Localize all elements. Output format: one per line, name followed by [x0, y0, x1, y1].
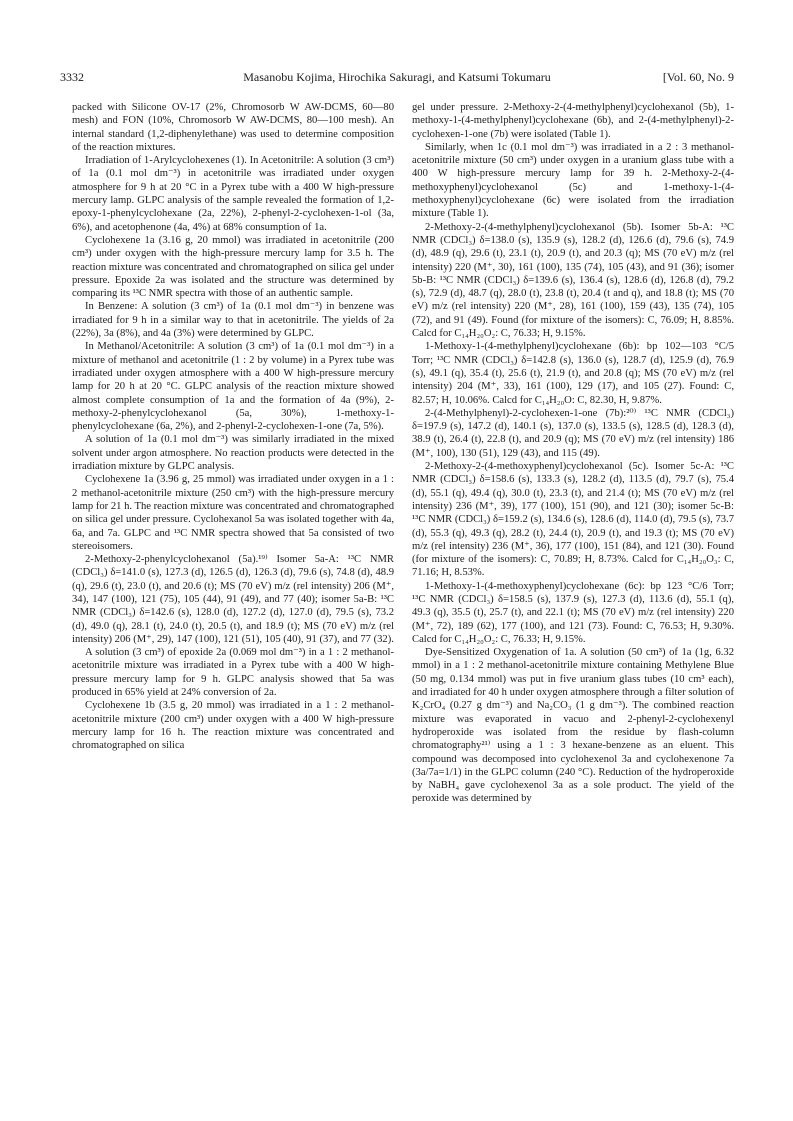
paragraph: A solution (3 cm³) of epoxide 2a (0.069 mol dm⁻³) in a 1 : 2 methanol-acetonitrile mixture was irradiated in a Pyrex tube with a 400 W high-pressure mercury lamp for 9 h. GLPC analysis showed that 5a was produced in 65% yield at 24% conversion of 2a. [72, 647, 394, 699]
paragraph: 2-Methoxy-2-(4-methoxyphenyl)cyclohexanol (5c). Isomer 5c-A: ¹³C NMR (CDCl₃) δ=158.6 (s), 133.3 (s), 128.2 (d), 113.5 (d), 79.7 (s), 75.4 (d), 55.1 (q), 49.4 (q), 30.0 (t), 23.3 (t), and 21.4 (t); MS (70 eV) m/z (rel intensity) 236 (M⁺, 39), 177 (100), 151 (90), and 121 (30); isomer 5c-B: ¹³C NMR (CDCl₃) δ=159.2 (s), 134.6 (s), 128.6 (d), 114.0 (d), 79.5 (s), 73.7 (d), 55.3 (q), 49.3 (q), 28.2 (t), 24.4 (t), 20.9 (t), and 19.3 (t); MS (70 eV) m/z (rel intensity) 236 (M⁺, 36), 177 (100), 151 (84), and 121 (30). Found (for mixture of the isomers): C, 70.89; H, 8.73%. Calcd for C₁₄H₂₀O₃: C, 71.16; H, 8.53%. [412, 461, 734, 579]
paragraph: 2-Methoxy-2-phenylcyclohexanol (5a).¹⁹⁾ Isomer 5a-A: ¹³C NMR (CDCl₃) δ=141.0 (s), 127.3 (d), 126.5 (d), 126.3 (d), 79.6 (s), 74.8 (d), 48.9 (q), 29.6 (t), 23.0 (t), and 20.6 (t); MS (70 eV) m/z (rel intensity) 206 (M⁺, 34), 147 (100), 121 (75), 105 (44), 91 (49), and 77 (40); isomer 5a-B: ¹³C NMR (CDCl₃) δ=142.6 (s), 128.0 (d), 127.2 (d), 127.0 (d), 79.5 (s), 73.2 (d), 49.0 (q), 28.1 (t), 24.0 (t), 20.5 (t), and 18.9 (t); MS (70 eV) m/z (rel intensity) 206 (M⁺, 29), 147 (100), 121 (51), 105 (40), 91 (37), and 77 (32). [72, 554, 394, 645]
paragraph: 2-(4-Methylphenyl)-2-cyclohexen-1-one (7b):²⁰⁾ ¹³C NMR (CDCl₃) δ=197.9 (s), 147.2 (d), 140.1 (s), 137.0 (s), 133.5 (s), 128.5 (d), 128.3 (d), 38.9 (t), 26.4 (t), 22.8 (t), and 20.9 (q); MS (70 eV) m/z (rel intensity) 186 (M⁺, 100), 130 (51), 129 (43), and 115 (49). [412, 407, 734, 459]
page-number: 3332 [60, 70, 84, 84]
paragraph: A solution of 1a (0.1 mol dm⁻³) was similarly irradiated in the mixed solvent under argon atmosphere. No reaction products were detected in the irradiation mixture by GLPC analysis. [72, 434, 394, 473]
paragraph: gel under pressure. 2-Methoxy-2-(4-methylphenyl)cyclohexanol (5b), 1-methoxy-1-(4-methylphenyl)cyclohexane (6b), and 2-(4-methylphenyl)-2-cyclohexen-1-one (7b) were isolated (Table 1). [412, 102, 734, 140]
running-header [60, 70, 734, 86]
paragraph: Dye-Sensitized Oxygenation of 1a. A solution (50 cm³) of 1a (1g, 6.32 mmol) in a 1 : 2 methanol-acetonitrile mixture containing Methylene Blue (50 mg, 0.134 mmol) was put in five uranium glass tubes (10 cm³ each), and irradiated for 40 h under oxygen atmosphere through a filter solution of K₂CrO₄ (0.27 g dm⁻³) and Na₂CO₃ (1 g dm⁻³). The combined reaction mixture was evaporated in vacuo and 2-phenyl-2-cyclohexenyl hydroperoxide was isolated from the residue by flash-column chromatography²¹⁾ using a 1 : 3 hexane-benzene as an eluent. This compound was decomposed into cyclohexenol 3a and cyclohexenone 7a (3a/7a=1/1) in the GLPC column (240 °C). Reduction of the hydroperoxide by NaBH₄ gave cyclohexenol 3a as a sole product. The yield of the peroxide was determined by [412, 647, 734, 805]
paragraph: Cyclohexene 1a (3.96 g, 25 mmol) was irradiated under oxygen in a 1 : 2 methanol-acetonitrile mixture (250 cm³) with the high-pressure mercury lamp for 21 h. The reaction mixture was concentrated and chromatographed on silica gel under pressure. Cyclohexanol 5a was isolated together with 4a, 6a, and 7a. GLPC and ¹³C NMR spectra showed that 5a consisted of two stereoisomers. [72, 474, 394, 552]
paragraph: Cyclohexene 1a (3.16 g, 20 mmol) was irradiated in acetonitrile (200 cm³) under oxygen with the high-pressure mercury lamp for 3.5 h. The reaction mixture was concentrated and chromatographed on silica gel under pressure. Epoxide 2a was isolated and the structure was determined by comparing its ¹³C NMR spectra with those of an authentic sample. [72, 234, 394, 300]
paragraph: Irradiation of 1-Arylcyclohexenes (1). In Acetonitrile: A solution (3 cm³) of 1a (0.1 mol dm⁻³) in acetonitrile was irradiated under oxygen atmosphere for 9 h at 20 °C in a Pyrex tube with a 400 W high-pressure mercury lamp. GLPC analysis of the sample revealed the formation of 1,2-epoxy-1-phenylcyclohexane (2a, 22%), 2-phenyl-2-cyclohexen-1-ol (3a, 6%), and acetophenone (4a, 4%) at 68% consumption of 1a. [72, 155, 394, 233]
paragraph: 1-Methoxy-1-(4-methylphenyl)cyclohexane (6b): bp 102—103 °C/5 Torr; ¹³C NMR (CDCl₃) δ=142.8 (s), 136.0 (s), 128.7 (d), 125.9 (d), 76.9 (s), 49.1 (q), 35.4 (t), 25.6 (t), 21.9 (t), and 20.8 (q); MS (70 eV) m/z (rel intensity) 204 (M⁺, 33), 161 (100), 129 (17), and 105 (27). Found: C, 82.57; H, 10.06%. Calcd for C₁₄H₂₀O: C, 82.30, H, 9.87%. [412, 341, 734, 406]
paragraph: In Methanol/Acetonitrile: A solution (3 cm³) of 1a (0.1 mol dm⁻³) in a mixture of methanol and acetonitrile (1 : 2 by volume) in a Pyrex tube was irradiated under oxygen atmosphere with a 400 W high-pressure mercury lamp for 20 h at 20 °C. GLPC analysis of the reaction mixture showed almost complete consumption of 1a and the formation of 4a (9%), 2-methoxy-2-phenylcyclohexanol (5a, 30%), 1-methoxy-1-phenylcyclohexane (6a, 2%), and 2-phenyl-2-cyclohexen-1-one (7a, 5%). [72, 341, 394, 433]
running-authors: Masanobu Kojima, Hirochika Sakuragi, and Katsumi Tokumaru [243, 70, 551, 84]
paragraph: In Benzene: A solution (3 cm³) of 1a (0.1 mol dm⁻³) in benzene was irradiated for 9 h in a similar way to that in acetonitrile. The yields of 2a (22%), 3a (8%), and 4a (3%) were determined by GLPC. [72, 301, 394, 340]
paragraph: 2-Methoxy-2-(4-methylphenyl)cyclohexanol (5b). Isomer 5b-A: ¹³C NMR (CDCl₃) δ=138.0 (s), 135.9 (s), 128.2 (d), 126.6 (d), 79.6 (s), 74.9 (d), 48.9 (q), 29.6 (t), 23.1 (t), 20.9 (t), and 20.3 (q); MS (70 eV) m/z (rel intensity) 220 (M⁺, 30), 161 (100), 135 (74), 105 (43), and 91 (36); isomer 5b-B: ¹³C NMR (CDCl₃) δ=139.6 (s), 136.4 (s), 128.6 (d), 126.8 (d), 79.2 (s), 72.9 (d), 48.7 (q), 28.0 (t), 23.8 (t), 20.4 (t and q), and 18.8 (t); MS (70 eV) m/z (rel intensity) 220 (M⁺, 28), 161 (100), 159 (43), 135 (74), 105 (72), and 91 (49). Found (for mixture of the isomers): C, 76.09; H, 8.85%. Calcd for C₁₄H₂₀O₂: C, 76.33; H, 9.15%. [412, 221, 734, 340]
paragraph: Similarly, when 1c (0.1 mol dm⁻³) was irradiated in a 2 : 3 methanol-acetonitrile mixture (50 cm³) under oxygen in a uranium glass tube with a 400 W high-pressure mercury lamp for 39 h. 2-Methoxy-2-(4-methoxyphenyl)cyclohexanol (5c) and 1-methoxy-1-(4-methoxyphenyl)cyclohexane (6c) were isolated from the irradiation mixture (Table 1). [412, 141, 734, 220]
journal-volume: [Vol. 60, No. 9 [662, 70, 734, 84]
right-column [412, 101, 734, 806]
left-column [72, 101, 394, 753]
paragraph: packed with Silicone OV-17 (2%, Chromosorb W AW-DCMS, 60—80 mesh) and FON (10%, Chromosorb W AW-DCMS, 80—100 mesh). An internal standard (1,2-diphenylethane) was used to determine composition of the reaction mixtures. [72, 102, 394, 153]
paragraph: Cyclohexene 1b (3.5 g, 20 mmol) was irradiated in a 1 : 2 methanol-acetonitrile mixture (200 cm³) under oxygen with a 400 W high-pressure mercury lamp for 16 h. The reaction mixture was concentrated and chromatographed on silica [72, 700, 394, 752]
paragraph: 1-Methoxy-1-(4-methoxyphenyl)cyclohexane (6c): bp 123 °C/6 Torr; ¹³C NMR (CDCl₃) δ=158.5 (s), 137.9 (s), 127.3 (d), 113.6 (d), 55.1 (q), 49.3 (q), 35.5 (t), 25.7 (t), and 22.1 (t); MS (70 eV) m/z (rel intensity) 220 (M⁺, 72), 189 (62), 177 (100), and 121 (73). Found: C, 76.53; H, 9.30%. Calcd for C₁₄H₂₀O₂: C, 76.33; H, 9.15%. [412, 580, 734, 645]
